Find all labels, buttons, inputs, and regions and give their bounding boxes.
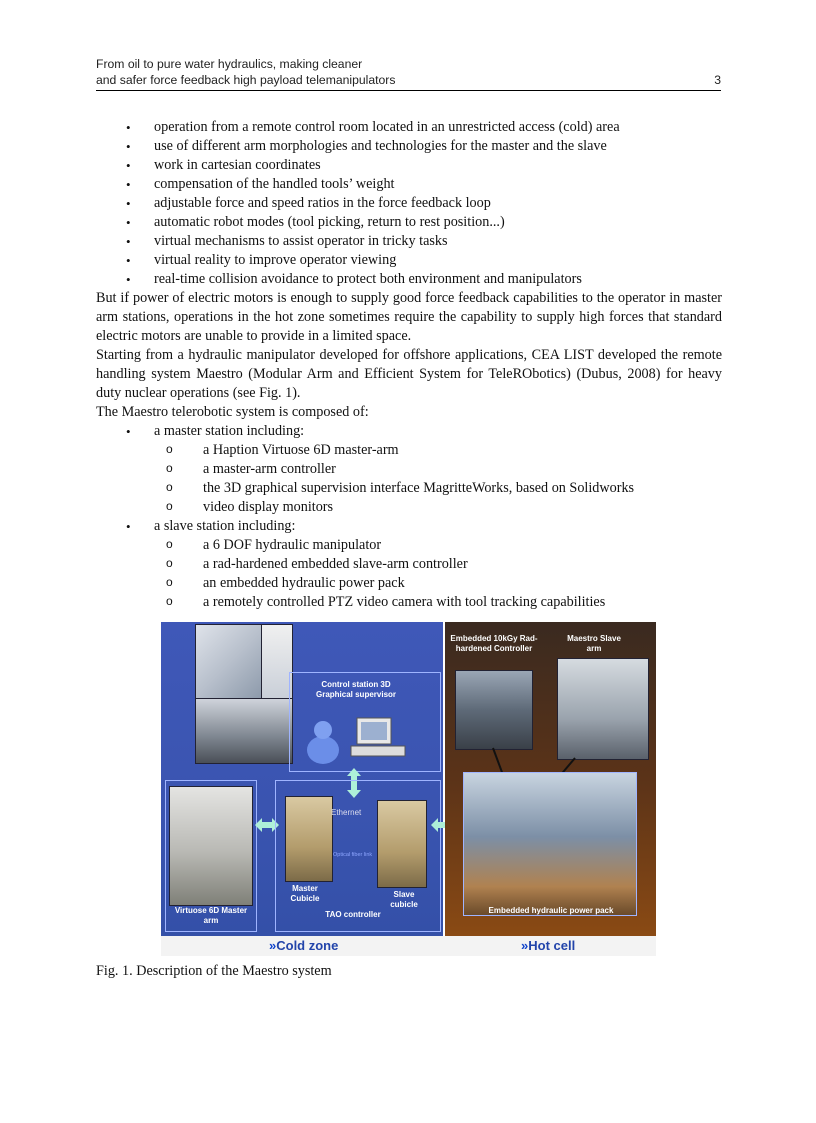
sub-list-item: o the 3D graphical supervision interface MagritteWorks, based on Solidworks	[154, 479, 722, 498]
zone-label-bar	[161, 936, 656, 956]
sub-list	[154, 536, 722, 612]
control-room-photo	[195, 698, 293, 764]
list-item: • real-time collision avoidance to protect both environment and manipulators	[96, 270, 722, 289]
paragraph: But if power of electric motors is enough to supply good force feedback capabilities to the operator in master arm stations, operations in the hot zone sometimes require the capability to supply high forces that standard electric motors are unable to provide in a limited space.	[96, 290, 722, 344]
list-item: • virtual mechanisms to assist operator in tricky tasks	[96, 232, 722, 251]
paragraph: The Maestro telerobotic system is composed of:	[96, 404, 369, 420]
power-pack-label: Embedded hydraulic power pack	[488, 906, 614, 915]
sub-list-item: o video display monitors	[154, 498, 722, 517]
slave-cubicle-label: Slave cubicle	[390, 890, 418, 909]
feature-list	[96, 118, 722, 289]
maestro-slave-label: Maestro Slave arm	[567, 634, 621, 653]
paragraph: Starting from a hydraulic manipulator developed for offshore applications, CEA LIST developed the remote handling system Maestro (Modular Arm and Efficient System for TeleRObotics) (Dubus, 2008) for heavy duty nuclear operations (see Fig. 1).	[96, 347, 722, 401]
cold-zone-panel	[161, 622, 443, 936]
running-header	[96, 56, 721, 91]
master-cubicle-label: Master Cubicle	[290, 884, 320, 903]
hot-cell-label: »Hot cell	[521, 938, 576, 953]
master-cubicle-photo	[285, 796, 333, 882]
slave-cubicle-photo	[377, 800, 427, 888]
control-station-label: Control station 3D Graphical supervisor	[315, 680, 397, 699]
virtuose-label: Virtuose 6D Master arm	[174, 906, 248, 925]
optical-fiber-label: Optical fiber link	[333, 852, 373, 858]
maestro-figure	[161, 622, 656, 956]
cold-zone-label: »Cold zone	[269, 938, 339, 953]
composition-list	[96, 422, 722, 612]
sub-list-item: o a master-arm controller	[154, 460, 722, 479]
body-text	[96, 118, 722, 612]
hydraulic-power-pack-photo	[463, 772, 637, 916]
sub-list-item: o an embedded hydraulic power pack	[154, 574, 722, 593]
page-number: 3	[714, 73, 721, 87]
list-item-master-station: • a master station including: o a Haption Virtuose 6D master-arm o a master-arm controller o the 3D graphical supervision interface MagritteWorks, based on Solidworks o video display monitors	[96, 422, 722, 517]
sub-list-item: o a 6 DOF hydraulic manipulator	[154, 536, 722, 555]
list-item: • adjustable force and speed ratios in the force feedback loop	[96, 194, 722, 213]
sub-list-item: o a Haption Virtuose 6D master-arm	[154, 441, 722, 460]
sub-list-item: o a rad-hardened embedded slave-arm controller	[154, 555, 722, 574]
header-line-1: From oil to pure water hydraulics, making cleaner	[96, 57, 363, 71]
list-item: • compensation of the handled tools’ weight	[96, 175, 722, 194]
list-item-slave-station: • a slave station including: o a 6 DOF hydraulic manipulator o a rad-hardened embedded slave-arm controller o an embedded hydraulic power pack o a remotely controlled PTZ video camera with tool tracking capabilities	[96, 517, 722, 612]
sub-list	[154, 441, 722, 517]
embedded-controller-label: Embedded 10kGy Rad-hardened Controller	[450, 634, 538, 653]
list-item: • use of different arm morphologies and technologies for the master and the slave	[96, 137, 722, 156]
list-item: • automatic robot modes (tool picking, return to rest position...)	[96, 213, 722, 232]
operator-computer-icon	[301, 712, 411, 768]
hot-cell-panel	[445, 622, 656, 936]
figure-caption: Fig. 1. Description of the Maestro system	[96, 963, 332, 979]
tao-controller-label: TAO controller	[325, 910, 381, 919]
list-item: • operation from a remote control room located in an unrestricted access (cold) area	[96, 118, 722, 137]
list-item: • virtual reality to improve operator viewing	[96, 251, 722, 270]
software-screenshot-photo	[195, 624, 263, 700]
list-item: • work in cartesian coordinates	[96, 156, 722, 175]
virtuose-master-arm-photo	[169, 786, 253, 906]
sub-list-item: o a remotely controlled PTZ video camera with tool tracking capabilities	[154, 593, 722, 612]
header-line-2: and safer force feedback high payload telemanipulators	[96, 73, 396, 87]
ethernet-label: Ethernet	[331, 808, 362, 817]
